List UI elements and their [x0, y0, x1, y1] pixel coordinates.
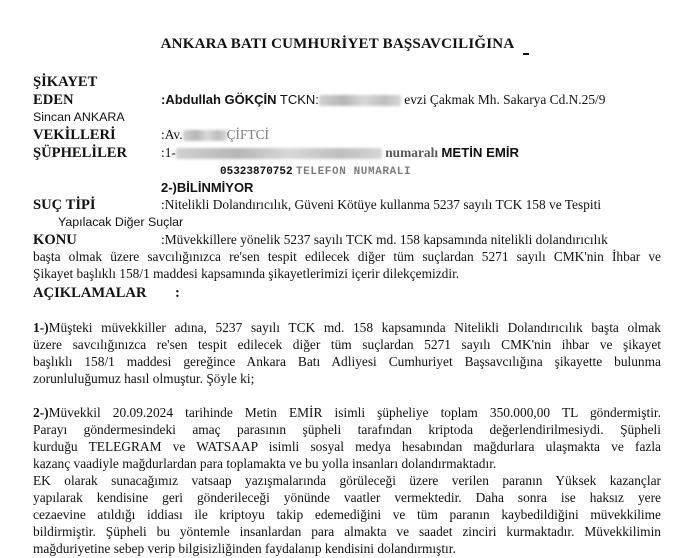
paragraph-1-text-1: Müşteki müvekkiller adına, 5237 sayılı TCK md. 158 kapsamında Nitelikli Dolandırıcılık başta olmak — [48, 320, 661, 335]
paragraph-2-line-6: yapılarak kendisine geri gönderileceği yönünde vaatler vermektedir. Daha sonra ise haksız yere — [33, 490, 661, 505]
complainant-name: :Abdullah GÖKÇİN — [161, 92, 277, 107]
redacted-tckn — [319, 95, 401, 106]
paragraph-1-line-2: üzere savcılığınızca re'sen tespit edilecek diğer tüm suçlardan 5271 sayılı CMK'nin ihbar ve şikayet — [33, 337, 661, 352]
suspect-1-prefix: :1- — [161, 145, 176, 160]
subject-line-2: başta olmak üzere savcılığınızca re'sen tespit edilecek diğer tüm suçlardan 5271 sayılı CMK'nin İhbar ve — [33, 249, 661, 264]
label-aciklamalar: AÇIKLAMALAR — [33, 285, 147, 301]
crime-type-line-2: Yapılacak Diğer Suçlar — [58, 215, 184, 229]
paragraph-1-line-4: zorunluluğumuz hasıl olmuştur. Şöyle ki; — [33, 371, 255, 386]
paragraph-2-line-4: kazanç vaadiyle mağdurlardan para toplamakta ve bu yolla insanları dolandırmaktadır. — [33, 456, 497, 471]
subject-line-1: :Müvekkillere yönelik 5237 sayılı TCK md. 158 kapsamında nitelikli dolandırıcılık — [161, 232, 608, 247]
paragraph-2-line-2: Parayı göndermesindeki amaç parasının şüpheli tarafından kriptoda değerlendirilmesiydi. Şüpheli — [33, 422, 661, 437]
attorney-line — [161, 127, 269, 143]
complainant-line — [161, 92, 605, 108]
redacted-attorney-name — [183, 130, 227, 141]
label-eden: EDEN — [33, 92, 74, 108]
paragraph-2-line-9: mağduriyetine sebep verip bilgisizliğinden faydalanıp kendisini dolandırmıştır. — [33, 541, 456, 556]
title-underline-mark — [523, 53, 529, 55]
paragraph-2-line-3: kurduğu TELEGRAM ve WATSAAP isimli sosyal medya hesabından mağdurlara ulaşmakta ve fazla — [33, 439, 661, 454]
paragraph-2-line-7: cezaevine atıldığı iddiası ile kriptoyu takip edemediğini ve tüm paranın kaybedildiğini müvekkilime — [33, 507, 661, 522]
document-title: ANKARA BATI CUMHURİYET BAŞSAVCILIĞINA — [160, 36, 515, 52]
paragraph-1-line-3: başlıklı 158/1 maddesi gereğince Ankara Batı Adliyesi Cumhuriyet Başsavcılığına şikayette bulunma — [33, 354, 661, 369]
paragraph-2-number: 2-) — [33, 405, 49, 420]
paragraph-2-line-8: bildirmiştir. Şüpheli bu yöntemle insanlardan para almakta ve saadet zinciri kurmaktadır. Müvekkilimin — [33, 524, 661, 539]
suspect-1-name: METİN EMİR — [441, 145, 520, 160]
crime-type-line-1: :Nitelikli Dolandırıcılık, Güveni Kötüye kullanma 5237 sayılı TCK 158 ve Tespiti — [161, 197, 602, 212]
suspect-1-numarali: numaralı — [385, 145, 439, 160]
paragraph-2-line-5: EK olarak sunacağımız vatsaap yazışmalarında görüleceği üzere verilen paranın Yüksek kazançlar — [33, 473, 661, 488]
complainant-address-city: Sincan ANKARA — [33, 110, 125, 124]
paragraph-1-number: 1-) — [33, 320, 49, 335]
label-vekilleri: VEKİLLERİ — [33, 127, 116, 143]
complainant-address: evzi Çakmak Mh. Sakarya Cd.N.25/9 — [404, 92, 606, 107]
suspect-2-line: 2-)BİLİNMİYOR — [161, 180, 254, 195]
redacted-suspect-id — [176, 148, 382, 159]
attorney-prefix: :Av. — [161, 127, 183, 142]
paragraph-2-line-1 — [33, 405, 661, 421]
subject-line-3: Şikayet başlıklı 158/1 maddesi kapsamında şikayetlerimizi içerir dilekçemizdir. — [33, 266, 460, 281]
label-aciklamalar-colon: : — [175, 285, 180, 301]
paragraph-2-text-1: Müvekkil 20.09.2024 tarihinde Metin EMİR isimli şüpheliye toplam 350.000,00 TL göndermiştir. — [48, 405, 661, 420]
label-supheliler: ŞÜPHELİLER — [33, 145, 128, 161]
suspect-1-line — [161, 145, 519, 161]
complainant-tckn-label: TCKN: — [279, 92, 319, 107]
label-sikayet: ŞİKAYET — [33, 74, 98, 90]
label-suc-tipi: SUÇ TİPİ — [33, 197, 96, 213]
suspect-1-phone-label: TELEFON NUMARALI — [295, 166, 412, 178]
attorney-surname: ÇİFTCİ — [226, 127, 269, 142]
suspect-1-phone-line — [220, 162, 411, 180]
label-konu: KONU — [33, 232, 77, 248]
suspect-1-phone: 05323870752 — [220, 166, 293, 178]
paragraph-1-line-1 — [33, 320, 661, 336]
